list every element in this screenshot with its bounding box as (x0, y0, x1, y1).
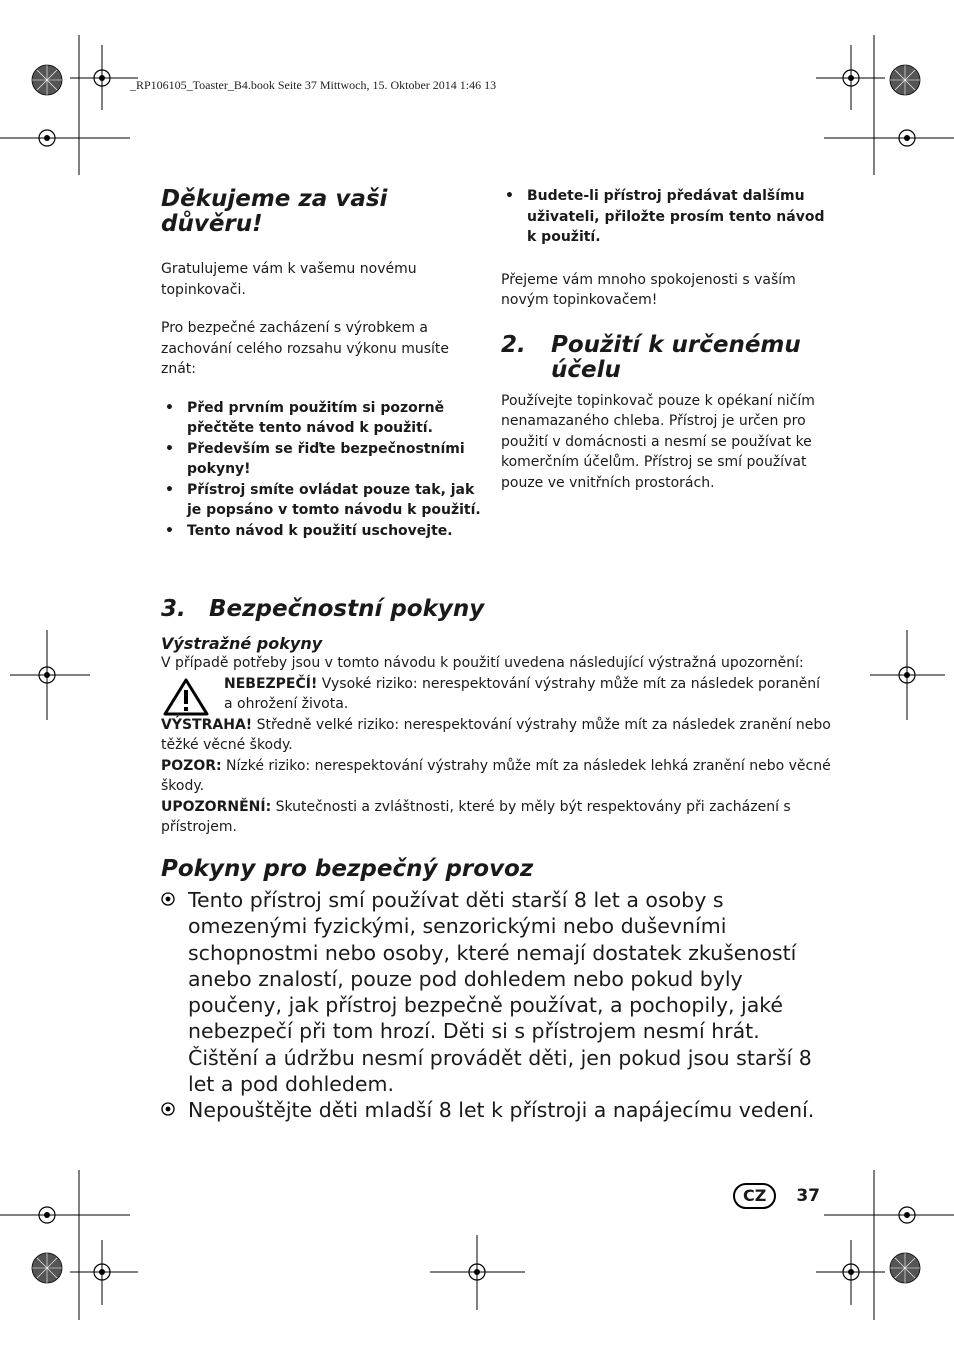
warning-text: Středně velké riziko: nerespektování výstrahy může mít za následek zranění nebo těžké věcné škody. (161, 716, 831, 753)
attention-warning (161, 756, 831, 797)
warning-subheading: Výstražné pokyny (161, 634, 323, 653)
intro-section (161, 187, 481, 541)
warning-label: POZOR: (161, 757, 222, 774)
list-item (161, 1097, 827, 1123)
section-2-heading (501, 333, 827, 383)
page-number: 37 (796, 1186, 821, 1206)
circled-bullet-icon (161, 1102, 175, 1116)
section-3-title: Bezpečnostní pokyny (209, 596, 485, 622)
intro-paragraph-1: Gratulujeme vám k vašemu novému topinkovači. (161, 261, 417, 298)
section-2-number: 2. (501, 331, 526, 358)
safety-title: Pokyny pro bezpečný provoz (161, 856, 534, 882)
warning-text: Vysoké riziko: nerespektování výstrahy může mít za následek poranění a ohrožení života. (224, 675, 821, 712)
page-footer (733, 1183, 820, 1209)
list-item: • Tento návod k použití uschovejte. (161, 521, 481, 542)
intro-paragraph-2: Pro bezpečné zacházení s výrobkem a zachování celého rozsahu výkonu musíte znát: (161, 320, 450, 377)
intro-bullet-list-continued (501, 186, 827, 248)
safety-list (161, 887, 827, 1124)
danger-warning (161, 674, 831, 715)
caution-warning (161, 715, 831, 756)
list-item: • Budete-li přístroj předávat dalšímu uživateli, přiložte prosím tento návod k použití. (501, 186, 827, 248)
list-item: • Přístroj smíte ovládat pouze tak, jak je popsáno v tomto návodu k použití. (161, 480, 481, 521)
list-item: • Před prvním použitím si pozorně přečtěte tento návod k použití. (161, 398, 481, 439)
warning-intro: V případě potřeby jsou v tomto návodu k použití uvedena následující výstražná upozornění: (161, 655, 804, 671)
closing-paragraph: Přejeme vám mnoho spokojenosti s vaším novým topinkovačem! (501, 271, 796, 308)
safety-item-text: Tento přístroj smí používat děti starší 8 let a osoby s omezenými fyzickými, senzorickými nebo duševními schopnostmi nebo osoby, které nemají dostatek zkušeností anebo znalostí, pouze pod dohledem nebo pokud byly poučeny, jak přístroj bezpečně používat, a pochopily, jaké nebezpečí při tom hrozí. Děti si s přístrojem nesmí hrát. Čištění a údržbu nesmí provádět děti, jen pokud jsou starší 8 let a pod dohledem. (188, 888, 812, 1097)
right-column (501, 186, 827, 493)
safety-section (161, 857, 827, 1124)
country-badge: CZ (733, 1183, 776, 1209)
safety-item-text: Nepouštějte děti mladší 8 let k přístroji a napájecímu vedení. (188, 1098, 815, 1123)
notice-warning (161, 797, 831, 838)
section-3-heading (161, 597, 831, 622)
list-item (161, 887, 827, 1097)
section-3 (161, 597, 831, 838)
warning-text: Nízké riziko: nerespektování výstrahy může mít za následek lehká zranění nebo věcné škody. (161, 757, 831, 794)
section-3-number: 3. (161, 596, 186, 622)
section-2-text: Používejte topinkovač pouze k opékaní ničím nenamazaného chleba. Přístroj je určen pro použití v domácnosti a nesmí se používat ke komerčním účelům. Přístroj se smí používat pouze ve vnitřních prostorách. (501, 392, 815, 491)
print-slug: _RP106105_Toaster_B4.book Seite 37 Mittwoch, 15. Oktober 2014 1:46 13 (130, 78, 497, 92)
list-item: • Především se řiďte bezpečnostními pokyny! (161, 439, 481, 480)
warning-label: NEBEZPEČÍ! (224, 675, 318, 692)
warning-label: UPOZORNĚNÍ: (161, 798, 272, 815)
warning-triangle-icon (163, 678, 209, 716)
circled-bullet-icon (161, 892, 175, 906)
warning-text: Skutečnosti a zvláštnosti, které by měly být respektovány při zacházení s přístrojem. (161, 798, 791, 835)
intro-title: Děkujeme za vaši důvěru! (161, 186, 388, 237)
section-2-title: Použití k určenému účelu (551, 331, 801, 383)
intro-bullet-list (161, 398, 481, 542)
warning-label: VÝSTRAHA! (161, 716, 253, 733)
